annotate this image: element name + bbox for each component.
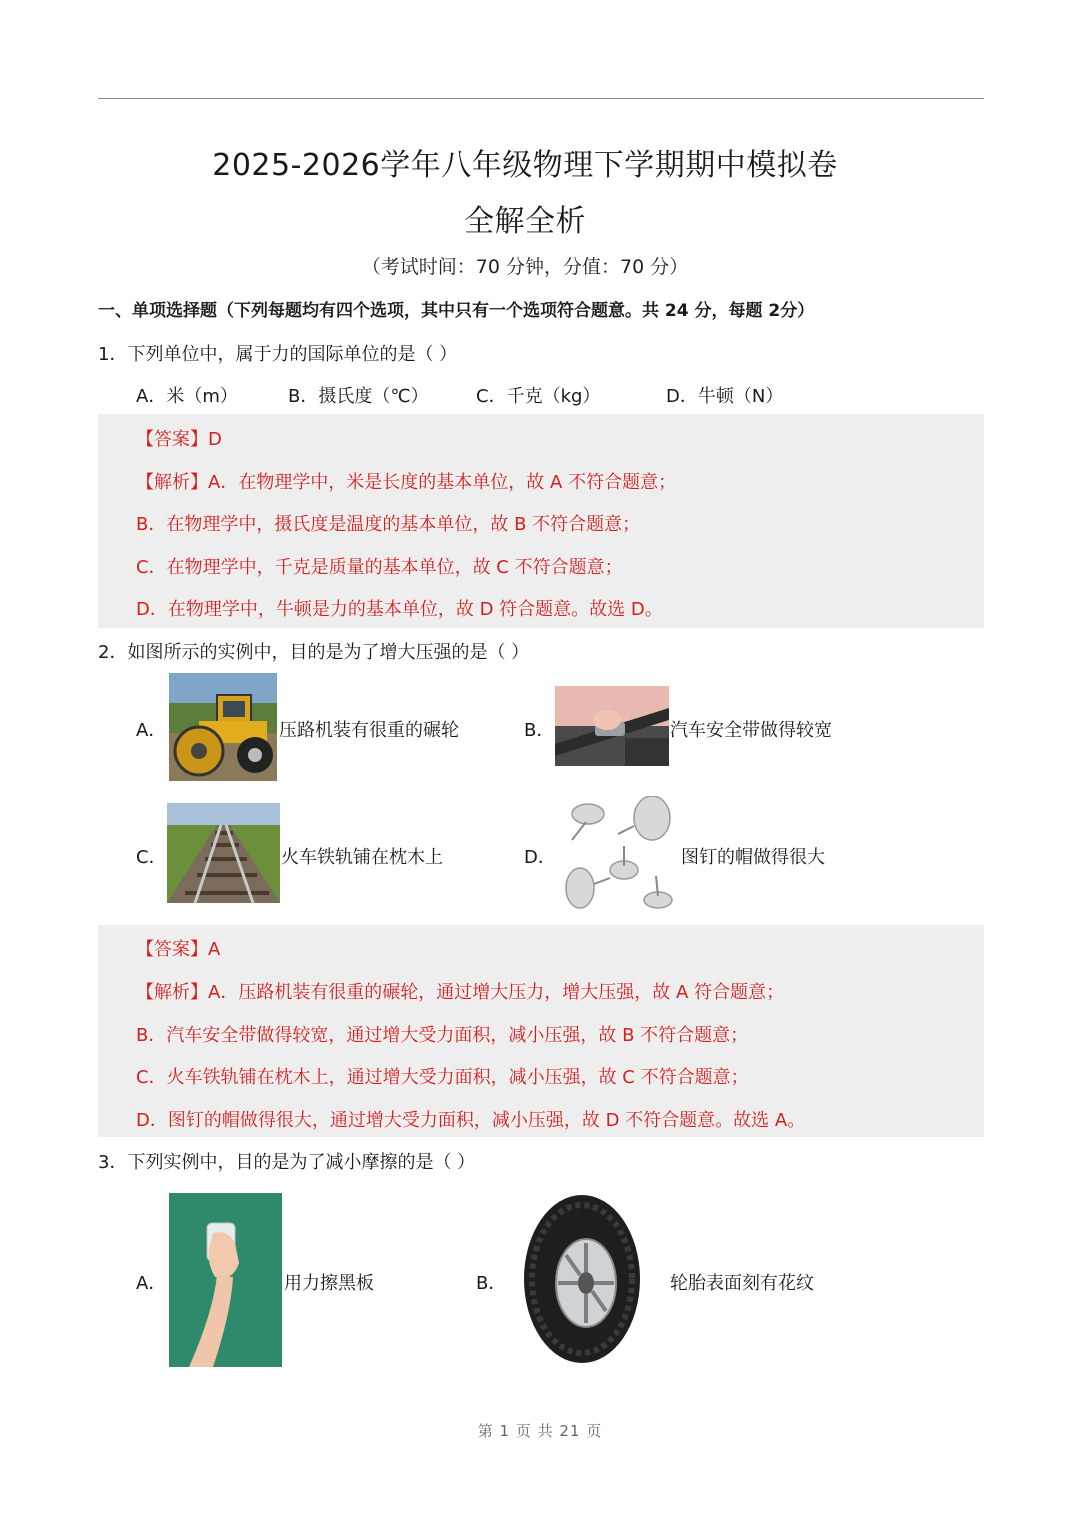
q2-option-c-letter: C． — [136, 847, 167, 868]
q1-explain-line: D．在物理学中，牛顿是力的基本单位，故 D 符合题意。故选 D。 — [136, 599, 663, 620]
q1-option-c: C．千克（kg） — [476, 386, 601, 407]
page-footer: 第 1 页 共 21 页 — [477, 1422, 603, 1440]
q3-option-b-text: 轮胎表面刻有花纹 — [670, 1273, 814, 1294]
q2-explain-line: B．汽车安全带做得较宽，通过增大受力面积，减小压强，故 B 不符合题意； — [136, 1025, 749, 1046]
page-title: 2025-2026学年八年级物理下学期期中模拟卷 — [212, 148, 838, 183]
question-3-stem: 3．下列实例中，目的是为了减小摩擦的是（ ） — [98, 1152, 476, 1173]
q2-option-a-letter: A． — [136, 720, 167, 741]
q2-option-c-text: 火车铁轨铺在枕木上 — [281, 847, 443, 868]
q2-option-a-text: 压路机装有很重的碾轮 — [279, 720, 459, 741]
q1-explain-line: B．在物理学中，摄氏度是温度的基本单位，故 B 不符合题意； — [136, 514, 641, 535]
top-rule — [98, 98, 984, 99]
q1-option-a: A．米（m） — [136, 386, 238, 407]
question-2-stem: 2．如图所示的实例中，目的是为了增大压强的是（ ） — [98, 642, 530, 663]
thumbtack-image — [560, 796, 676, 912]
seat-belt-image — [555, 686, 669, 766]
railway-track-image — [167, 803, 280, 903]
q1-explain-line: 【解析】A．在物理学中，米是长度的基本单位，故 A 不符合题意； — [136, 472, 677, 493]
q3-option-a-letter: A． — [136, 1273, 167, 1294]
q2-option-b-letter: B． — [524, 720, 555, 741]
q1-option-d: D．牛顿（N） — [666, 386, 784, 407]
q3-option-b-letter: B． — [476, 1273, 507, 1294]
exam-info: （考试时间：70 分钟，分值：70 分） — [361, 256, 689, 278]
q2-option-d-letter: D． — [524, 847, 556, 868]
question-1-stem: 1．下列单位中，属于力的国际单位的是（ ） — [98, 344, 458, 365]
q1-answer: 【答案】D — [136, 429, 222, 450]
blackboard-erasing-image — [169, 1193, 282, 1367]
q1-explain-line: C．在物理学中，千克是质量的基本单位，故 C 不符合题意； — [136, 557, 623, 578]
q2-answer: 【答案】A — [136, 939, 221, 960]
q1-option-b: B．摄氏度（℃） — [288, 386, 429, 407]
q2-explain-line: C．火车铁轨铺在枕木上，通过增大受力面积，减小压强，故 C 不符合题意； — [136, 1067, 749, 1088]
q2-option-b-text: 汽车安全带做得较宽 — [670, 720, 832, 741]
section-heading: 一、单项选择题（下列每题均有四个选项，其中只有一个选项符合题意。共 24 分，每题 2分） — [98, 301, 815, 321]
q2-option-d-text: 图钉的帽做得很大 — [681, 847, 825, 868]
q2-explain-line: 【解析】A．压路机装有很重的碾轮，通过增大压力，增大压强，故 A 符合题意； — [136, 982, 785, 1003]
tire-image — [520, 1193, 645, 1365]
q2-explain-line: D．图钉的帽做得很大，通过增大受力面积，减小压强，故 D 不符合题意。故选 A。 — [136, 1110, 806, 1131]
road-roller-image — [169, 673, 277, 781]
page-subtitle: 全解全析 — [464, 204, 586, 239]
q3-option-a-text: 用力擦黑板 — [284, 1273, 374, 1294]
